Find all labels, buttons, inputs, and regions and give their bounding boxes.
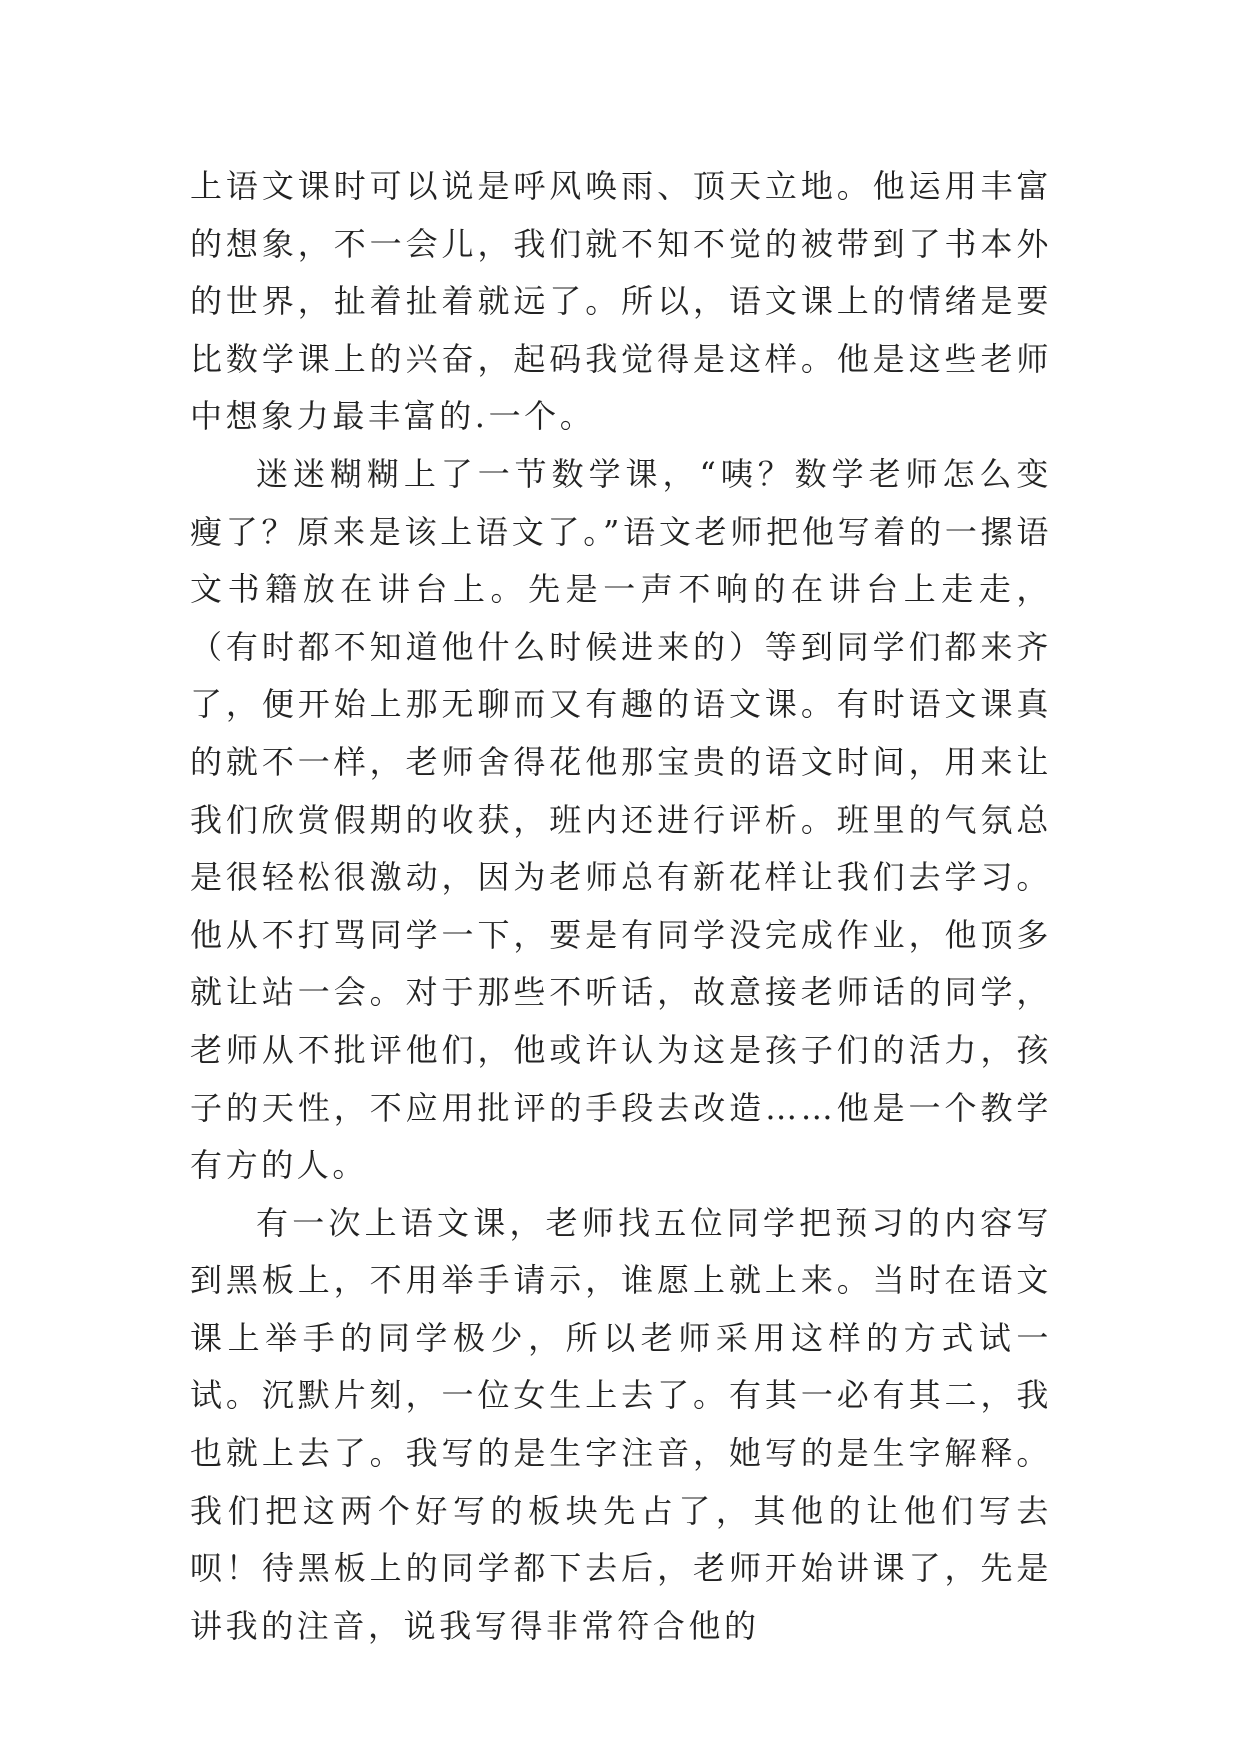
paragraph-2: 迷迷糊糊上了一节数学课，“咦？数学老师怎么变瘦了？原来是该上语文了。”语文老师把他写着的一摞语文书籍放在讲台上。先是一声不响的在讲台上走走，（有时都不知道他什么时候进来的）等到同学们都来齐了，便开始上那无聊而又有趣的语文课。有时语文课真的就不一样，老师舍得花他那宝贵的语文时间，用来让我们欣赏假期的收获，班内还进行评析。班里的气氛总是很轻松很激动，因为老师总有新花样让我们去学习。他从不打骂同学一下，要是有同学没完成作业，他顶多就让站一会。对于那些不听话，故意接老师话的同学，老师从不批评他们，他或许认为这是孩子们的活力，孩子的天性，不应用批评的手段去改造……他是一个教学有方的人。 bbox=[190, 454, 1052, 1185]
paragraph-1: 上语文课时可以说是呼风唤雨、顶天立地。他运用丰富的想象，不一会儿，我们就不知不觉的被带到了书本外的世界，扯着扯着就远了。所以，语文课上的情绪是要比数学课上的兴奋，起码我觉得是这样。他是这些老师中想象力最丰富的.一个。 bbox=[190, 167, 1052, 436]
paragraph-3: 有一次上语文课，老师找五位同学把预习的内容写到黑板上，不用举手请示，谁愿上就上来。当时在语文课上举手的同学极少，所以老师采用这样的方式试一试。沉默片刻，一位女生上去了。有其一必有其二，我也就上去了。我写的是生字注音，她写的是生字解释。我们把这两个好写的板块先占了，其他的让他们写去呗！待黑板上的同学都下去后，老师开始讲课了，先是讲我的注音，说我写得非常符合他的 bbox=[190, 1203, 1052, 1645]
document-body bbox=[190, 158, 1052, 1655]
